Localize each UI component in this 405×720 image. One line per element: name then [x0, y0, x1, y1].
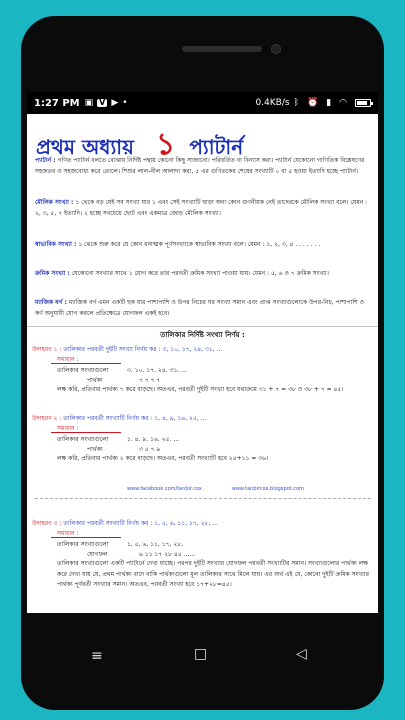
definition-prime: মৌলিক সংখ্যা : ১ থেকে বড় যেই সব সংখ্যা যার ১ এবং সেই সংখ্যাটি ছাড়া অন্য কোন গুণনীয়ক নেই তাদেরকে মৌলিক সংখ্যা বলে। যেমন : ২, ৩, ৫, ৭ ইত্যাদি। ২ হচ্ছে সবচেয়ে ছোট এবং একমাত্র জোড় মৌলিক সংখ্যা। [35, 199, 368, 217]
example-2-row2-label: পার্থক্য [87, 446, 103, 453]
signal-icon: ▮ [326, 97, 332, 108]
speaker-grille [182, 46, 262, 52]
section-heading: তালিকার নির্দিষ্ট সংখ্যা নির্ণয় : [160, 331, 245, 339]
example-1-row1-label: তালিকার সংখ্যাগুলো [57, 367, 109, 374]
v-app-icon: V [99, 98, 106, 107]
example-3-solution-label: সমাধান : [57, 530, 79, 537]
example-1-solution-label: সমাধান : [57, 356, 79, 363]
front-camera [271, 44, 281, 54]
chapter-title: প্রথম অধ্যায় [36, 135, 134, 159]
battery-icon [355, 99, 371, 107]
blog-link[interactable]: www.tanbircox.blogspot.com [231, 486, 304, 492]
example-1-row2-label: পার্থক্য [87, 377, 103, 384]
example-3-conclusion: তালিকার সংখ্যাগুলো একটি প্যাটার্নে দেখা যাচ্ছে। পরপর দুইটি সংখ্যার যোগফল পরবর্তী সংখ্যাটির সমান। সংখ্যাগুলোর পার্থক্য লক্ষ করে দেখা যায় যে, প্রথম পার্থক্য বাদে বাকি পার্থক্যগুলো মূল তালিকার সাথে মিলে যায়। এর অর্থ এই যে, কোনো দুইটি ক্রমিক সংখ্যার পার্থক্য পূর্ববর্তী সংখ্যার সমান। অতএব, পরবর্তী সংখ্যা হবে ১৭+২৮=৪৫। [57, 560, 369, 588]
example-2-underline [51, 432, 121, 433]
example-1-question: উদাহরণ ১ : তালিকার পরবর্তী দুইটি সংখ্যা নির্ণয় কর : ৩, ১০, ১৭, ২৪, ৩১, ... [32, 346, 223, 353]
example-1-conclusion: লক্ষ করি, প্রতিবার পার্থক্য ৭ করে বাড়ছে। অতএব, পরবর্তী দুইটি সংখ্যা হবে যথাক্রমে ৩১ + ৭ = ৩৮ ও ৩৮ + ৭ = ৪৫। [57, 386, 344, 393]
wifi-icon: ◠ [339, 97, 347, 108]
example-3-row2-label: যোগফল [87, 551, 108, 558]
example-2-question: উদাহরণ ২ : তালিকার পরবর্তী সংখ্যাটি নির্ণয় কর : ১, ৪, ৯, ১৬, ২৫, ... [32, 415, 207, 422]
example-1-row1-values: ৩. ১০. ১৭. ২৪. ৩১. ... [127, 367, 187, 374]
navigation-bar [21, 618, 384, 698]
more-dots-icon: • [122, 97, 128, 108]
menu-icon[interactable]: ≡ [91, 648, 103, 664]
status-bar [27, 92, 378, 114]
example-2-row2-values: ৩ ৫ ৭ ৯ [139, 446, 161, 453]
home-icon[interactable]: □ [194, 646, 208, 662]
definition-consecutive: ক্রমিক সংখ্যা : যেকোনো সংখ্যার সাথে ১ যোগ করে তার পরবর্তী ক্রমিক সংখ্যা পাওয়া যায়। যেমন : ৫, ৬ ও ৭ ক্রমিক সংখ্যা। [35, 270, 329, 277]
youtube-icon: ▶ [111, 97, 119, 108]
document-page [27, 114, 378, 613]
example-2-row1-values: ১. ৪. ৯. ১৬. ২৫. ... [127, 436, 180, 443]
status-time: 1:27 PM [34, 97, 80, 109]
example-1-underline [51, 363, 121, 364]
gallery-icon: ▣ [84, 97, 94, 108]
example-3-underline [51, 537, 121, 538]
network-speed: 0.4KB/s [255, 98, 290, 108]
example-3-row2-values: ৬ ১১ ১৭ ২৮ ৪৫ ...... [139, 551, 196, 558]
example-2-conclusion: লক্ষ করি, প্রতিবার পার্থক্য ২ করে বাড়ছে। অতএব, পরবর্তী সংখ্যাটি হবে ২৫+১১ = ৩৬। [57, 455, 269, 462]
chapter-name: প্যাটার্ন [189, 135, 244, 159]
section-divider [27, 326, 378, 327]
back-icon[interactable]: ◁ [296, 646, 307, 662]
example-2-row1-label: তালিকার সংখ্যাগুলো [57, 436, 109, 443]
example-3-row1-values: ১, ৫, ৬, ১১, ১৭, ২৮, [127, 541, 184, 548]
definition-natural: স্বাভাবিক সংখ্যা : ১ থেকে শুরু করে যে কোন ধনাত্মক পূর্ণসংখ্যাকে স্বাভাবিক সংখ্যা বলে। যেমন : ১, ২, ৩, ৪ . . . . . . . [35, 241, 321, 248]
chapter-header [36, 120, 244, 162]
chapter-number: ১ [155, 127, 176, 162]
definition-pattern: প্যাটার্ন : গণিত প্যাটার্ন বলতে বোঝায় নির্দিষ্ট পন্থায় কোনো কিছু সাজানো। পরিবর্তিত বা বিন্যাস করা। প্যাটার্ন যেকোনো গাণিতিক বিশ্লেষণের সহজতর ও সহজবোধ্য করে তোলে। শিশুর লাল-নীল আলাদা করা, ৫ এর গুণিতকের শেষের সংখ্যাটি ০ বা ৫ হওয়া ইত্যাদি হচ্ছে প্যাটার্ন। [35, 157, 365, 175]
definition-magic-square: ম্যাজিক বর্গ : ম্যাজিক বর্গ এমন একটি ছক যার পাশাপাশি ও উপর নিচের ঘর সংখ্যা সমান এবং প্রাপ্ত সংখ্যাগুলোকে উপর-নিচ, পাশাপাশি ও কর্ণ অনুযায়ী যোগ করলে প্রতিক্ষেত্রে যোগফল একই হবে। [35, 299, 365, 317]
bluetooth-icon: ᛒ [293, 97, 299, 108]
example-3-question: উদাহরণ ৩ : তালিকার পরবর্তী সংখ্যাটি নির্ণয় কর : ১, ৫, ৬, ১১, ১৭, ২৮, ... [32, 520, 218, 527]
example-1-row2-values: ৭ ৭ ৭ ৭ [139, 377, 161, 384]
facebook-link[interactable]: www.facebook.com/tanbir.cox [127, 486, 202, 492]
page-break [35, 498, 371, 499]
example-3-row1-label: তালিকার সংখ্যাগুলো [57, 541, 109, 548]
page-footer-links [127, 486, 347, 492]
alarm-icon: ⏰ [306, 97, 319, 108]
example-2-solution-label: সমাধান : [57, 425, 79, 432]
